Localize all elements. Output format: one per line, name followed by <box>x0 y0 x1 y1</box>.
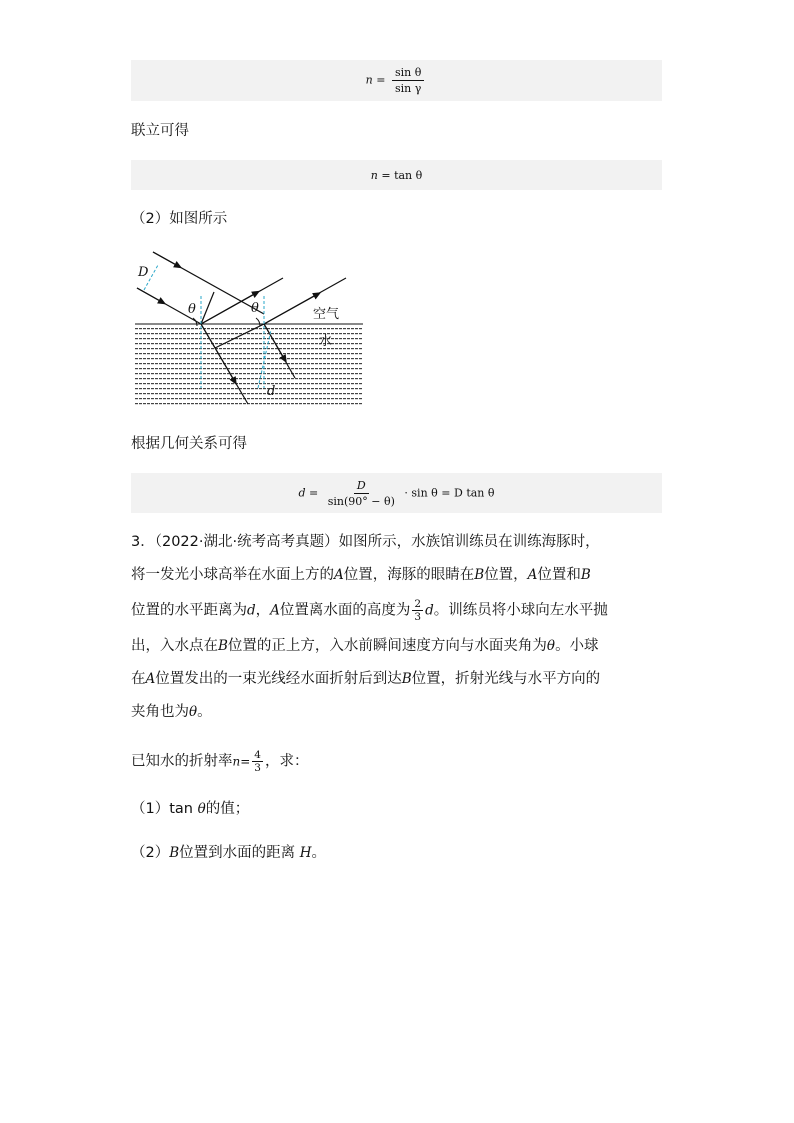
problem-3-text: 位置发出的一束光线经水面折射后到达 <box>155 671 402 687</box>
var-B: B <box>580 567 591 583</box>
fraction-numerator: 2 <box>414 598 422 610</box>
reflected-ray-2-arrow <box>264 294 318 324</box>
problem-3-text: 。 <box>197 704 212 720</box>
wavefront-line <box>201 292 214 324</box>
text-part2-heading: （2）如图所示 <box>131 211 228 227</box>
formula-equals: = <box>381 168 391 182</box>
fraction-numerator: 4 <box>254 749 261 761</box>
var-theta: θ <box>546 638 556 654</box>
reflected-ray-1-arrow <box>201 293 257 325</box>
label-water: 水 <box>319 334 333 349</box>
problem-3-text: 位置的水平距离为 <box>131 602 247 619</box>
label-d: d <box>267 384 276 399</box>
text-geometry: 根据几何关系可得 <box>131 436 247 452</box>
formula-equals: = <box>240 754 251 769</box>
formula-n-tan <box>371 169 423 182</box>
formula-box-d <box>131 473 662 513</box>
problem-3-text: 在 <box>131 671 146 687</box>
question-2 <box>131 843 326 863</box>
problem-3-text: 位置，海豚的眼睛在 <box>343 567 475 583</box>
question-text: 位置到水面的距离 <box>179 845 300 861</box>
problem-3-line-4 <box>131 636 599 656</box>
formula-middle: · sin θ = <box>404 486 451 499</box>
known-text: ，求： <box>264 753 309 770</box>
var-theta: θ <box>189 704 198 720</box>
label-D: D <box>138 265 149 280</box>
incident-ray-2-arrow <box>137 288 163 303</box>
var-d: d <box>425 602 434 619</box>
question-text: 。 <box>311 845 327 861</box>
problem-3-text: 位置， <box>484 567 528 583</box>
label-theta-right: θ <box>251 301 259 316</box>
problem-3-text: 夹角也为 <box>131 704 189 720</box>
refraction-diagram <box>131 248 371 410</box>
text-combine: 联立可得 <box>131 123 189 139</box>
formula-equals: = <box>376 73 386 87</box>
formula-fraction <box>392 66 424 95</box>
var-H: H <box>299 845 312 861</box>
fraction-two-thirds <box>412 598 423 623</box>
fraction-denominator: sin(90° − θ) <box>327 494 395 508</box>
problem-3-text: ， <box>255 602 271 619</box>
label-air: 空气 <box>313 307 340 322</box>
problem-3-line-2 <box>131 565 591 585</box>
var-A: A <box>145 671 156 687</box>
formula-var-n: n <box>370 168 378 182</box>
question-text: 的值； <box>205 801 250 817</box>
problem-3-text: 将一发光小球高举在水面上方的 <box>131 567 334 583</box>
question-1 <box>131 799 249 819</box>
var-n: n <box>232 754 241 769</box>
var-A: A <box>527 567 538 583</box>
formula-fraction <box>325 479 398 508</box>
problem-3-line-5 <box>131 669 600 689</box>
problem-3-line-3 <box>131 598 608 623</box>
var-d: d <box>247 602 256 619</box>
formula-equals: = <box>309 486 319 499</box>
fraction-numerator: D <box>354 479 369 494</box>
formula-var-n: n <box>365 73 373 87</box>
problem-3-text: 位置离水面的高度为 <box>279 602 411 619</box>
problem-3-text: 3．（2022·湖北·统考高考真题）如图所示，水族馆训练员在训练海豚时， <box>131 534 600 550</box>
problem-3-text: 位置，折射光线与水平方向的 <box>411 671 601 687</box>
fraction-four-thirds <box>252 749 263 774</box>
problem-3-text: 出，入水点在 <box>131 638 218 654</box>
problem-3-text: 。小球 <box>555 638 599 654</box>
var-B: B <box>218 638 228 654</box>
var-A: A <box>334 567 344 583</box>
var-A: A <box>270 602 280 619</box>
var-B: B <box>401 671 412 687</box>
known-text: 已知水的折射率 <box>131 753 233 770</box>
formula-d <box>298 479 494 508</box>
problem-3-text: 。训练员将小球向左水平抛 <box>433 602 608 619</box>
fraction-denominator: 3 <box>414 611 422 623</box>
formula-box-tan <box>131 160 662 190</box>
formula-rhs: tan θ <box>394 168 423 182</box>
var-B: B <box>474 567 485 583</box>
incident-ray-1-arrow <box>153 252 179 267</box>
fraction-numerator: sin θ <box>392 66 424 81</box>
fraction-denominator: 3 <box>254 762 261 774</box>
formula-var-d: d <box>298 486 306 499</box>
problem-3-text: 位置的正上方，入水前瞬间速度方向与水面夹角为 <box>227 638 547 654</box>
formula-rhs: D tan θ <box>454 486 495 499</box>
known-condition <box>131 749 308 774</box>
formula-refraction-index <box>366 66 428 95</box>
fraction-denominator: sin γ <box>394 82 422 95</box>
var-B: B <box>169 845 180 861</box>
question-text: （1）tan <box>131 801 198 817</box>
problem-3-text: 位置和 <box>537 567 581 583</box>
problem-3-line-6 <box>131 702 212 722</box>
question-text: （2） <box>131 845 170 861</box>
formula-box-refraction-index <box>131 60 662 101</box>
problem-3-line-1 <box>131 532 600 552</box>
label-theta-left: θ <box>188 302 196 317</box>
var-theta: θ <box>197 801 206 817</box>
angle-arc-right <box>256 318 260 326</box>
